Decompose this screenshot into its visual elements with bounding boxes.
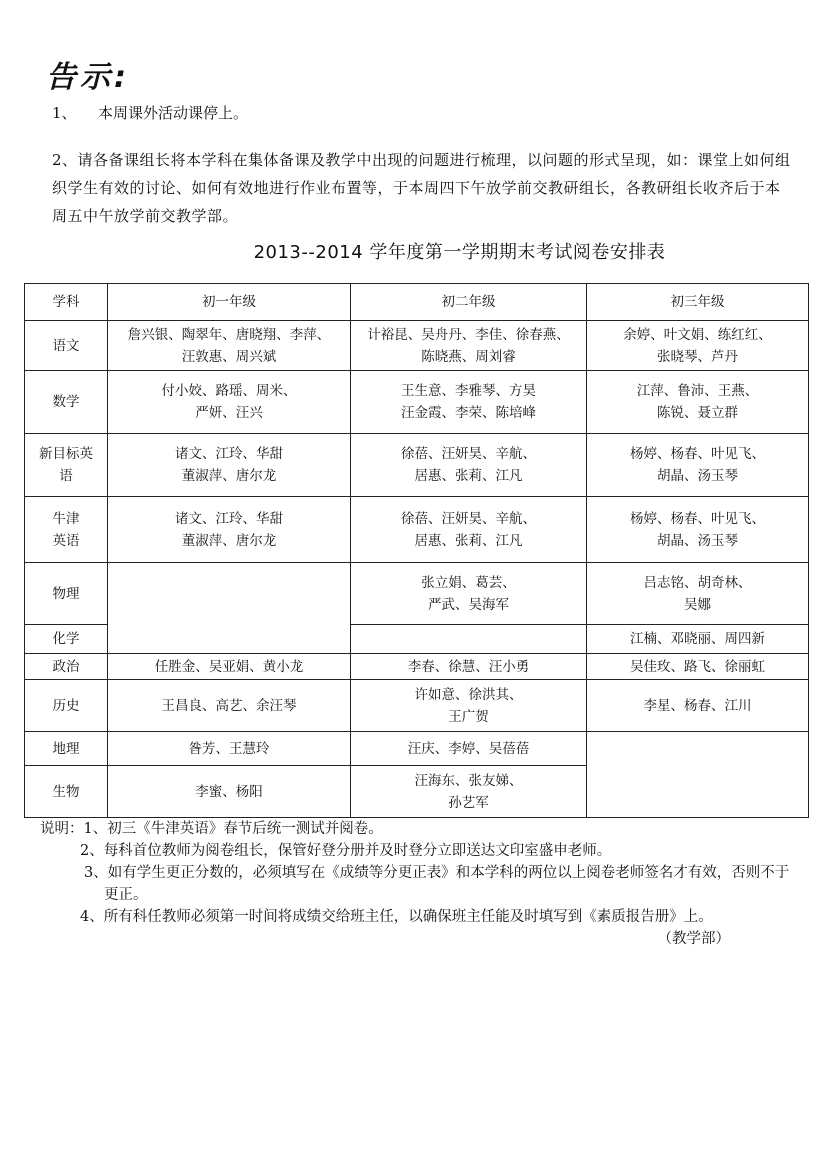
subject-cell: 地理 — [25, 732, 108, 766]
subject-cell: 数学 — [25, 371, 108, 434]
note-1: 说明：1、初三《牛津英语》春节后统一测试并阅卷。 — [40, 821, 383, 837]
grade-3-cell: 李星、杨春、江川 — [587, 680, 809, 732]
grade-2-empty-cell — [351, 625, 587, 654]
subject-cell: 物理 — [25, 563, 108, 625]
grade-3-empty-cell — [587, 732, 809, 818]
notice-item-2: 2、请各备课组长将本学科在集体备课及教学中出现的问题进行梳理，以问题的形式呈现，如：课堂上如何组织学生有效的讨论、如何有效地进行作业布置等，于本周四下午放学前交教研组长，各教研组长收齐后于本周五中午放学前交教学部。 — [52, 151, 791, 225]
table-row — [25, 680, 809, 732]
grade-1-cell: 付小姣、路瑶、周米、 严妍、汪兴 — [108, 371, 351, 434]
table-row — [25, 371, 809, 434]
header-grade-3: 初三年级 — [587, 284, 809, 321]
table-row — [25, 654, 809, 680]
table-title: 2013--2014 学年度第一学期期末考试阅卷安排表 — [253, 242, 666, 263]
grade-1-cell: 李蜜、杨阳 — [108, 766, 351, 818]
grade-2-cell: 计裕昆、吴舟丹、李佳、徐春燕、 陈晓燕、周刘睿 — [351, 321, 587, 371]
grade-1-cell: 诸文、江玲、华甜 董淑萍、唐尔龙 — [108, 434, 351, 497]
table-row — [25, 434, 809, 497]
grade-3-cell: 余婷、叶文娟、练红红、 张晓琴、芦丹 — [587, 321, 809, 371]
grade-2-cell: 汪海东、张友娣、 孙艺军 — [351, 766, 587, 818]
note-2: 2、每科首位教师为阅卷组长，保管好登分册并及时登分立即送达文印室盛申老师。 — [80, 843, 612, 859]
grade-2-cell: 张立娟、葛芸、 严武、吴海军 — [351, 563, 587, 625]
grade-1-cell: 詹兴银、陶翠年、唐晓翔、李萍、 汪敦惠、周兴斌 — [108, 321, 351, 371]
grade-2-cell: 汪庆、李婷、吴蓓蓓 — [351, 732, 587, 766]
notice-heading: 告示: — [46, 60, 130, 95]
grade-1-cell: 昝芳、王慧玲 — [108, 732, 351, 766]
note-3: 3、如有学生更正分数的，必须填写在《成绩等分更正表》和本学科的两位以上阅卷老师签名才有效，否则不于更正。 — [84, 865, 790, 903]
header-grade-2: 初二年级 — [351, 284, 587, 321]
notice-item-text: 本周课外活动课停上。 — [98, 104, 249, 122]
subject-cell: 化学 — [25, 625, 108, 654]
department-signature: （教学部） — [657, 931, 730, 947]
header-grade-1: 初一年级 — [108, 284, 351, 321]
grade-2-cell: 李春、徐慧、汪小勇 — [351, 654, 587, 680]
grade-1-cell: 任胜金、吴亚娟、黄小龙 — [108, 654, 351, 680]
grade-3-cell: 吴佳玫、路飞、徐丽虹 — [587, 654, 809, 680]
grade-3-cell: 杨婷、杨春、叶见飞、 胡晶、汤玉琴 — [587, 497, 809, 563]
grading-schedule-table — [24, 283, 809, 818]
subject-cell: 新目标英 语 — [25, 434, 108, 497]
grade-1-empty-cell — [108, 563, 351, 654]
table-row — [25, 497, 809, 563]
grade-2-cell: 徐蓓、汪妍昊、辛航、 居惠、张莉、江凡 — [351, 497, 587, 563]
notice-item-number: 1、 — [52, 104, 77, 122]
grade-2-cell: 许如意、徐洪其、 王广贺 — [351, 680, 587, 732]
grade-1-cell: 诸文、江玲、华甜 董淑萍、唐尔龙 — [108, 497, 351, 563]
notice-item-1 — [52, 102, 248, 123]
table-row — [25, 732, 809, 766]
grade-3-cell: 吕志铭、胡奇林、 吴娜 — [587, 563, 809, 625]
notes-section — [40, 818, 800, 950]
grade-2-cell: 王生意、李雅琴、方昊 汪金霞、李荣、陈培峰 — [351, 371, 587, 434]
grade-3-cell: 江萍、鲁沛、王燕、 陈锐、聂立群 — [587, 371, 809, 434]
subject-cell: 政治 — [25, 654, 108, 680]
grade-2-cell: 徐蓓、汪妍昊、辛航、 居惠、张莉、江凡 — [351, 434, 587, 497]
table-row — [25, 321, 809, 371]
grade-3-cell: 杨婷、杨春、叶见飞、 胡晶、汤玉琴 — [587, 434, 809, 497]
header-subject: 学科 — [25, 284, 108, 321]
subject-cell: 语文 — [25, 321, 108, 371]
subject-cell: 生物 — [25, 766, 108, 818]
subject-cell: 历史 — [25, 680, 108, 732]
table-row — [25, 563, 809, 625]
table-header-row — [25, 284, 809, 321]
grade-1-cell: 王昌良、高艺、余汪琴 — [108, 680, 351, 732]
note-4: 4、所有科任教师必须第一时间将成绩交给班主任，以确保班主任能及时填写到《素质报告册》上。 — [80, 909, 713, 925]
subject-cell: 牛津 英语 — [25, 497, 108, 563]
grade-3-cell: 江楠、邓晓丽、周四新 — [587, 625, 809, 654]
